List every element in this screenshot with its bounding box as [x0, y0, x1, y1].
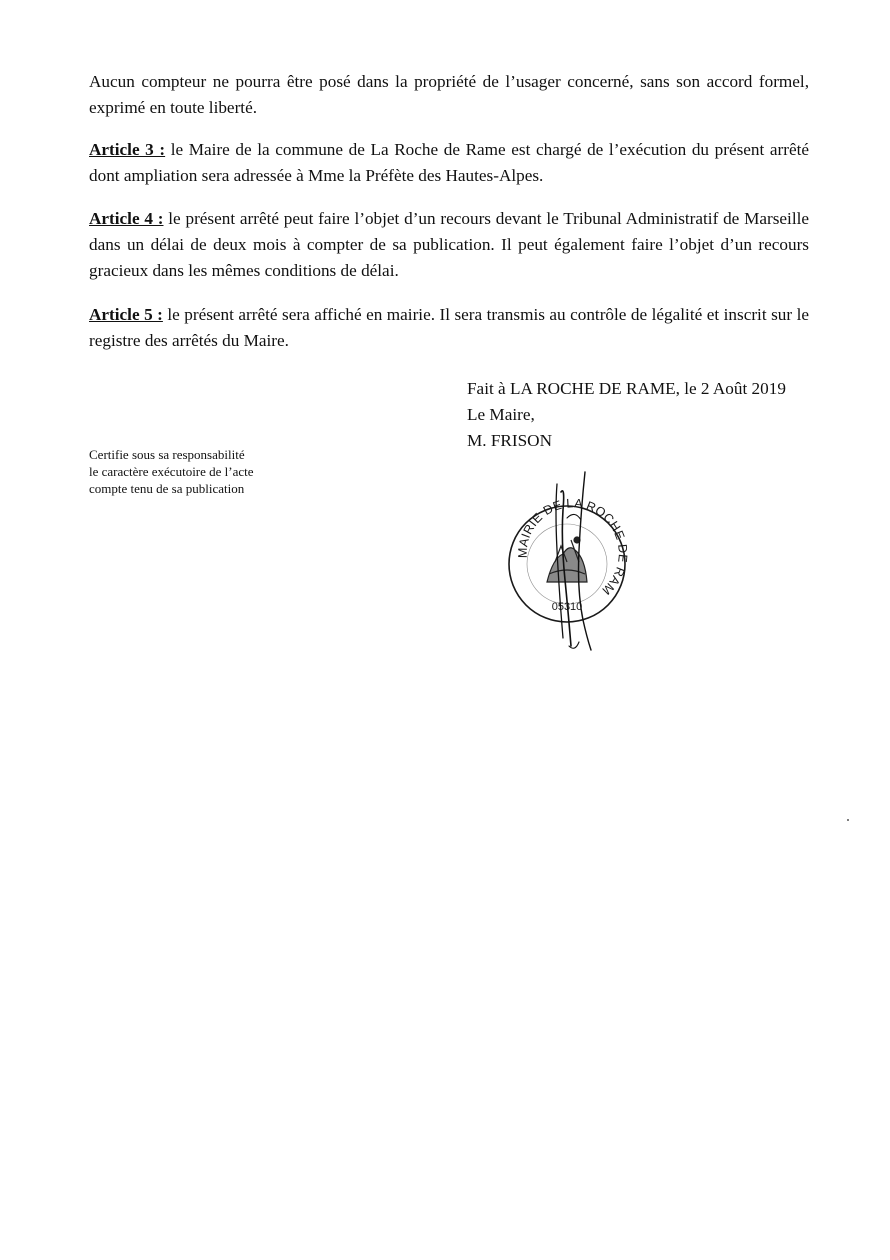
certification-note — [89, 446, 254, 497]
article-5-text: le présent arrêté sera affiché en mairie. Il sera transmis au contrôle de légalité et inscrit sur le registre des arrêtés du Maire. — [89, 305, 809, 350]
official-stamp-and-signature — [505, 470, 635, 655]
article-4-text: le présent arrêté peut faire l’objet d’un recours devant le Tribunal Administratif de Marseille dans un délai de deux mois à compter de sa publication. Il peut également faire l’objet d’un recours gracieux dans les mêmes conditions de délai. — [89, 209, 809, 280]
signature-place-date: Fait à LA ROCHE DE RAME, le 2 Août 2019 — [467, 379, 786, 398]
article-5-label: Article 5 : — [89, 305, 163, 324]
signature-role: Le Maire, — [467, 405, 535, 424]
intro-paragraph — [89, 69, 809, 121]
article-3 — [89, 137, 809, 189]
stamp-svg — [505, 470, 635, 655]
article-4-label: Article 4 : — [89, 209, 164, 228]
stamp-text: MAIRIE DE LA ROCHE DE RAM — [515, 496, 630, 598]
stamp-emblem-icon — [547, 537, 587, 582]
certification-line-3: compte tenu de sa publication — [89, 481, 245, 496]
article-3-label: Article 3 : — [89, 140, 166, 159]
article-4 — [89, 206, 809, 284]
certification-line-2: le caractère exécutoire de l’acte — [89, 464, 254, 479]
article-5 — [89, 302, 809, 354]
scan-speck — [847, 819, 849, 821]
intro-text: Aucun compteur ne pourra être posé dans la propriété de l’usager concerné, sans son accord formel, exprimé en toute liberté. — [89, 72, 809, 117]
certification-line-1: Certifie sous sa responsabilité — [89, 447, 245, 462]
signature-block — [467, 376, 786, 454]
article-3-text: le Maire de la commune de La Roche de Rame est chargé de l’exécution du présent arrêté dont ampliation sera adressée à Mme la Préfète des Hautes-Alpes. — [89, 140, 809, 185]
signature-name: M. FRISON — [467, 431, 553, 450]
stamp-postcode: 05310 — [551, 601, 583, 613]
